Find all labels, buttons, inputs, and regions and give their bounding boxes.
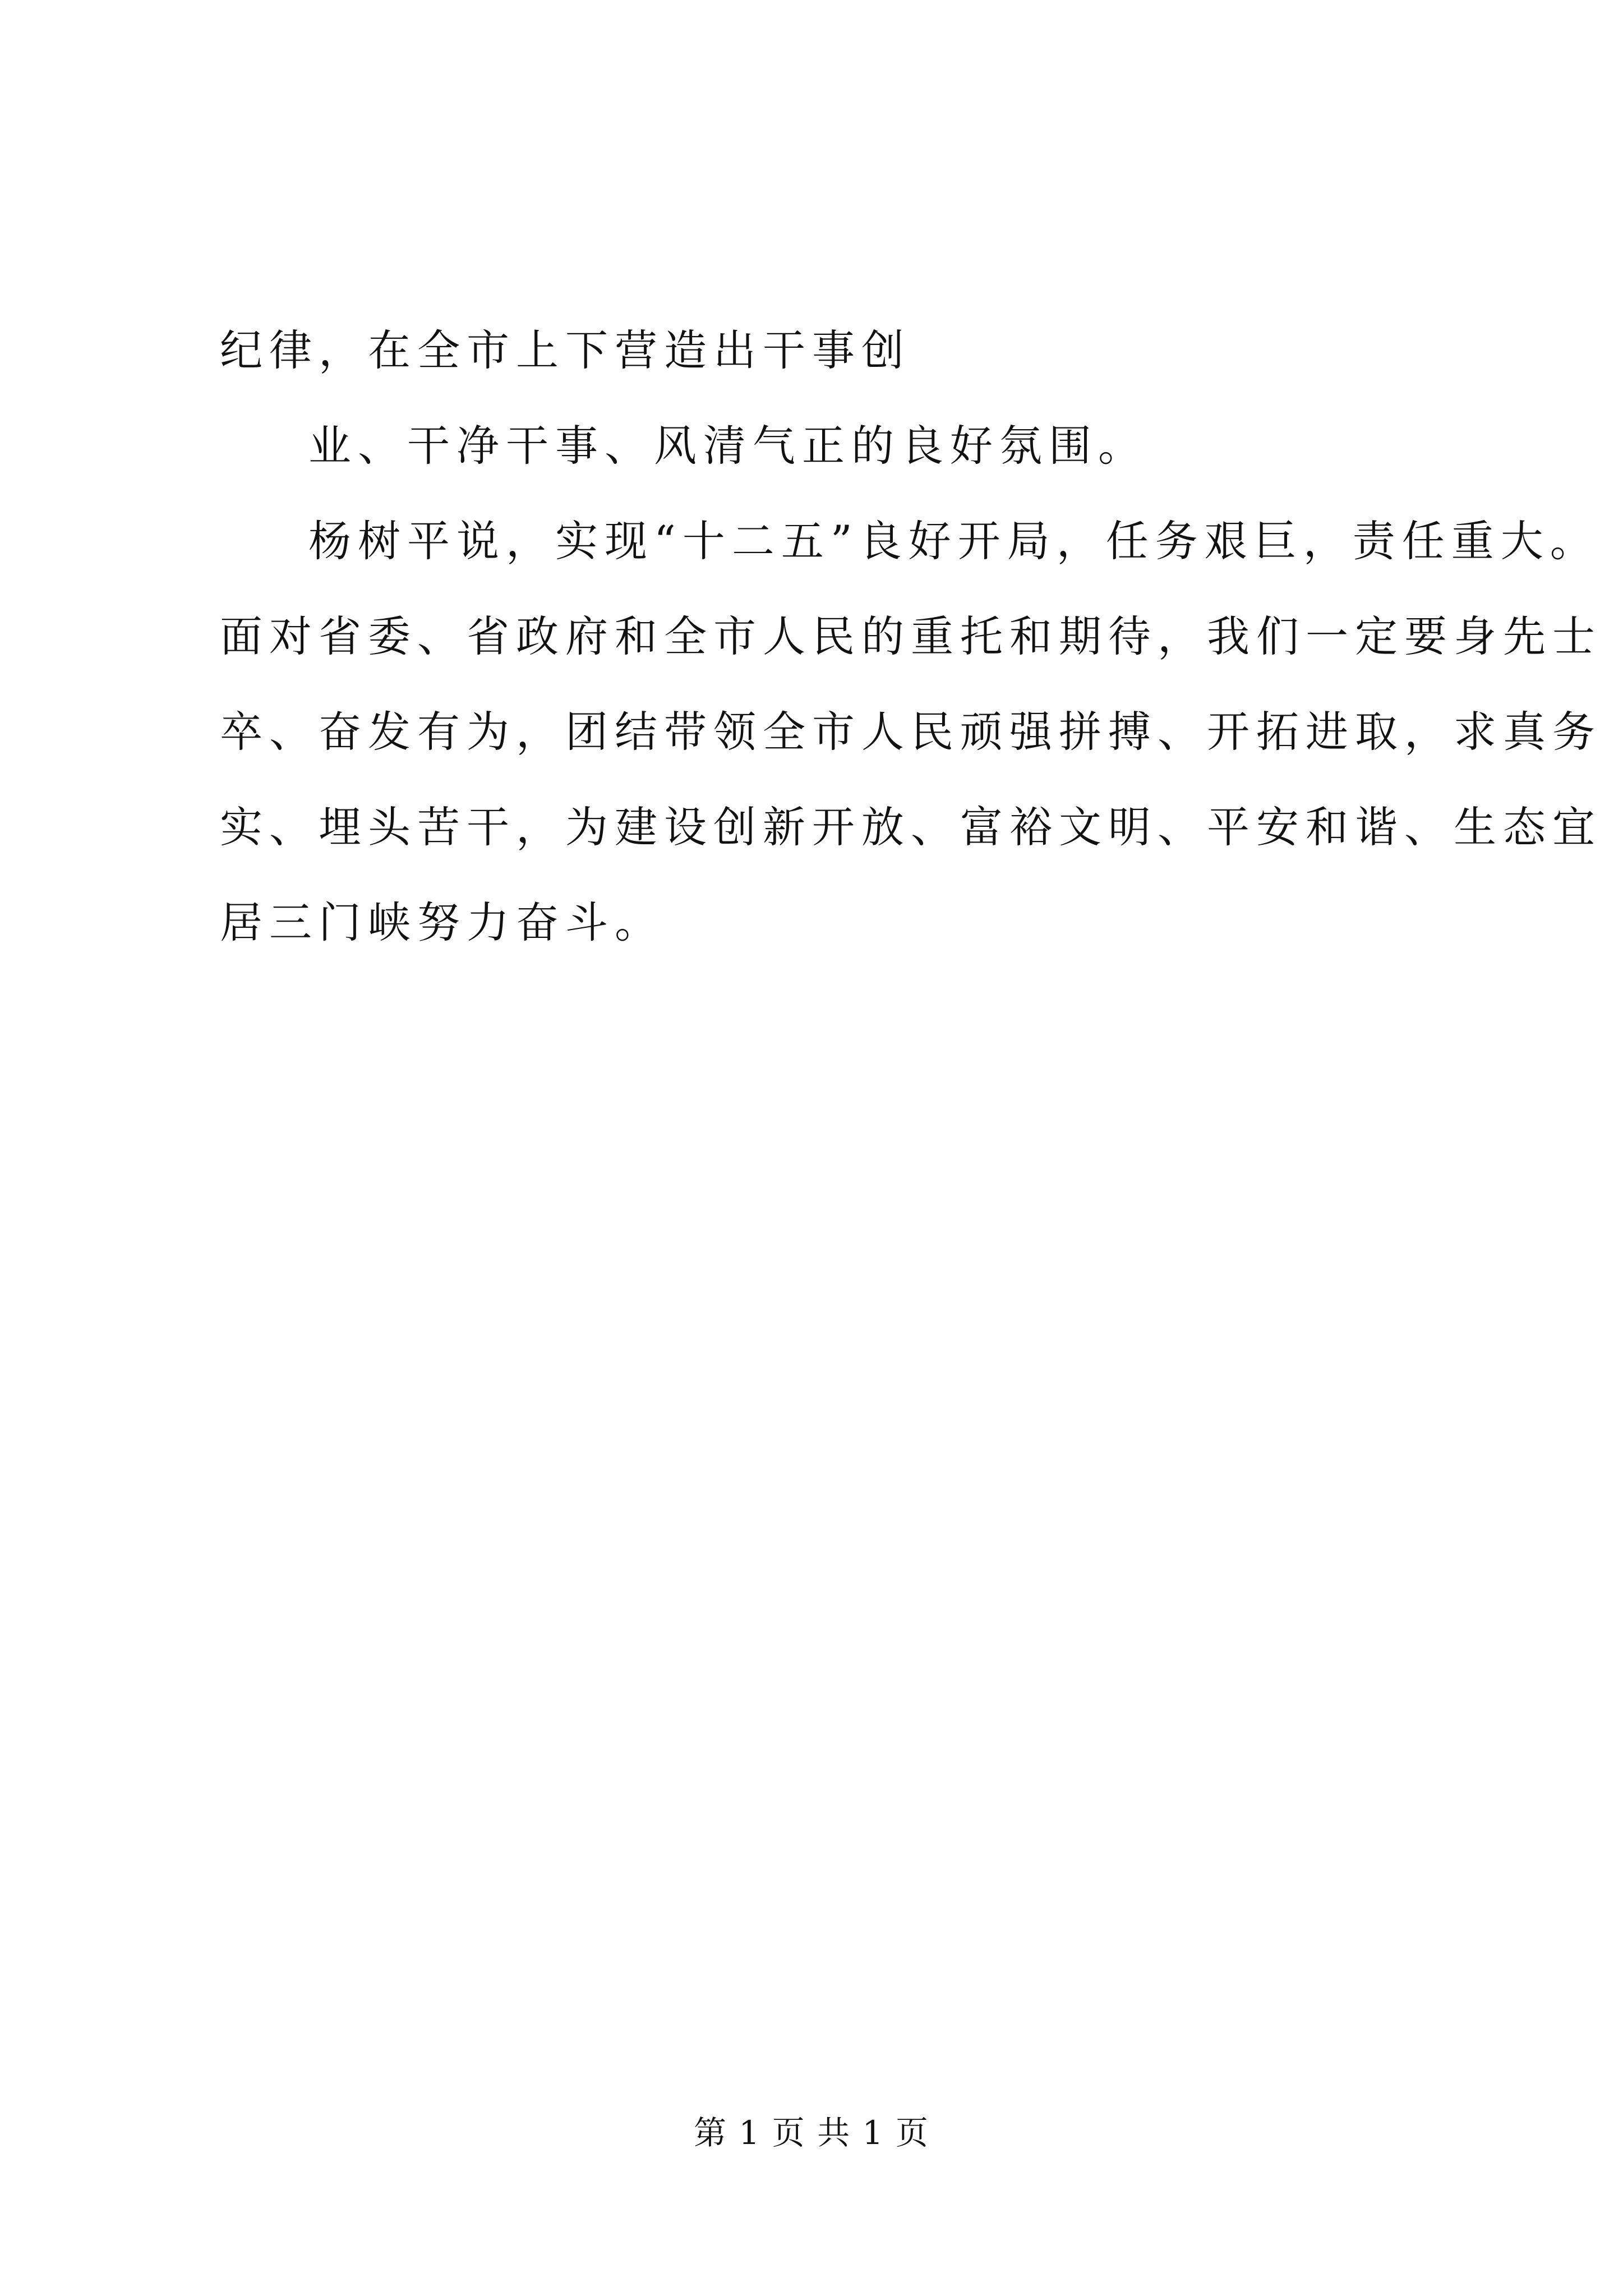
document-body [220,303,1602,970]
paragraph-3-line-1: 杨树平说，实现“十二五”良好开局，任务艰巨，责任重大。 [308,516,1599,566]
page-number-footer: 第 1 页 共 1 页 [694,2114,929,2152]
paragraph-3-line-5: 居三门峡努力奋斗。 [220,898,664,947]
paragraph-2-line-1: 业、干净干事、风清气正的良好氛围。 [308,421,1147,471]
paragraph-3-line-3: 卒、奋发有为，团结带领全市人民顽强拼搏、开拓进取，求真务 [220,707,1602,757]
paragraph-1-line-1: 纪律，在全市上下营造出干事创 [220,325,911,375]
paragraph-3-line-2: 面对省委、省政府和全市人民的重托和期待，我们一定要身先士 [220,611,1602,661]
paragraph-3-line-4: 实、埋头苦干，为建设创新开放、富裕文明、平安和谐、生态宜 [220,802,1602,852]
